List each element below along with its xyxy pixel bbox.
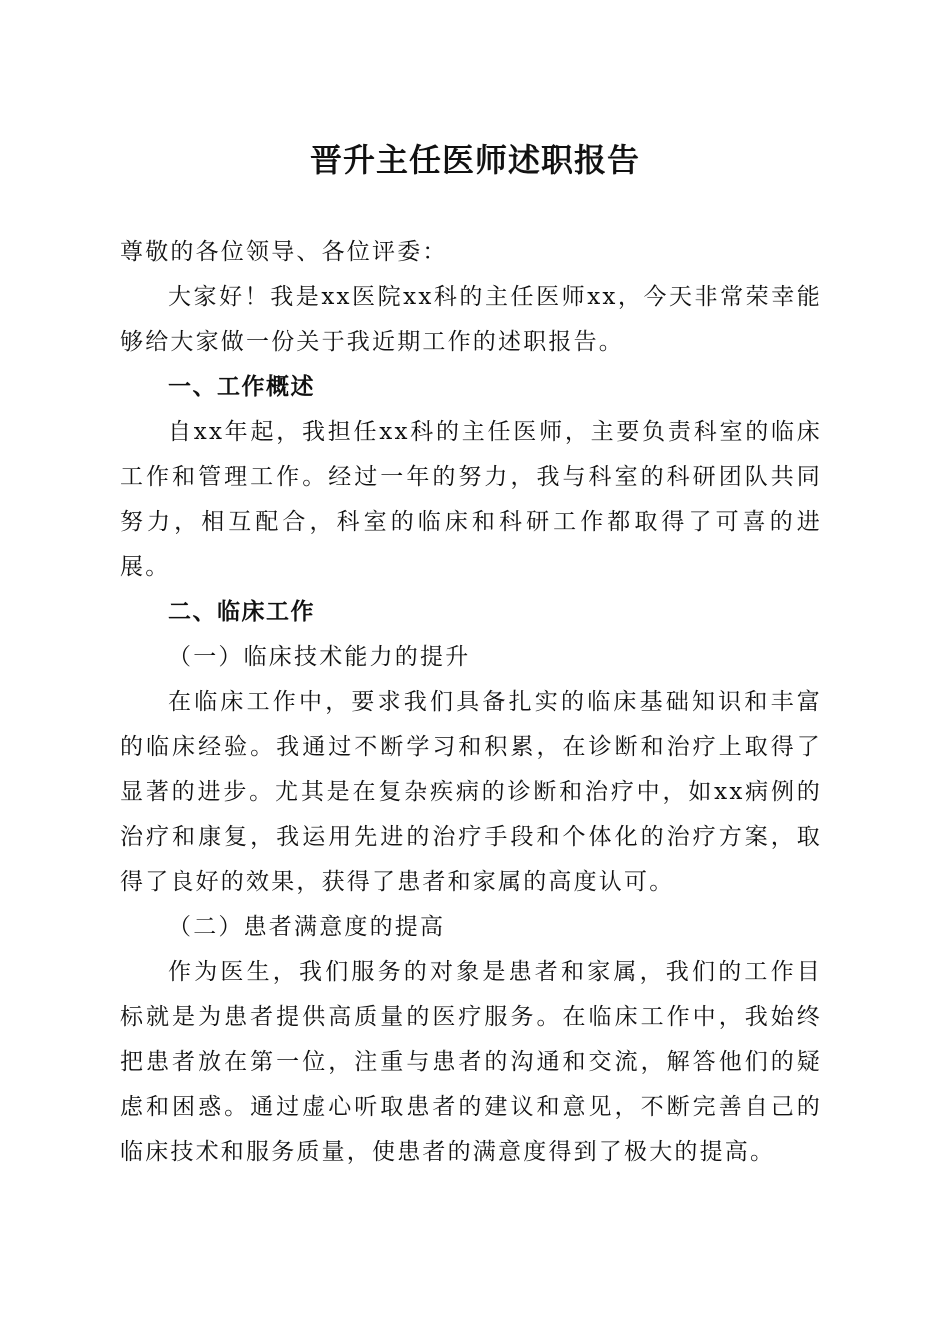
section-heading-overview: 一、工作概述 bbox=[168, 374, 315, 400]
salutation: 尊敬的各位领导、各位评委： bbox=[120, 239, 448, 265]
intro-paragraph: 大家好！我是xx医院xx科的主任医师xx，今天非常荣幸能够给大家做一份关于我近期工作的述职报告。 bbox=[120, 284, 822, 355]
section-heading-clinical: 二、临床工作 bbox=[168, 599, 315, 625]
document-title: 晋升主任医师述职报告 bbox=[309, 141, 640, 179]
document-body bbox=[120, 230, 822, 1175]
overview-paragraph: 自xx年起，我担任xx科的主任医师，主要负责科室的临床工作和管理工作。经过一年的努力，我与科室的科研团队共同努力，相互配合，科室的临床和科研工作都取得了可喜的进展。 bbox=[120, 419, 822, 580]
subsection-heading-skills: （一）临床技术能力的提升 bbox=[168, 644, 471, 670]
satisfaction-paragraph: 作为医生，我们服务的对象是患者和家属，我们的工作目标就是为患者提供高质量的医疗服务。在临床工作中，我始终把患者放在第一位，注重与患者的沟通和交流，解答他们的疑虑和困惑。通过虚心听取患者的建议和意见，不断完善自己的临床技术和服务质量，使患者的满意度得到了极大的提高。 bbox=[120, 959, 822, 1165]
skills-paragraph: 在临床工作中，要求我们具备扎实的临床基础知识和丰富的临床经验。我通过不断学习和积累，在诊断和治疗上取得了显著的进步。尤其是在复杂疾病的诊断和治疗中，如xx病例的治疗和康复，我运用先进的治疗手段和个体化的治疗方案，取得了良好的效果，获得了患者和家属的高度认可。 bbox=[120, 689, 822, 895]
subsection-heading-satisfaction: （二）患者满意度的提高 bbox=[168, 914, 446, 940]
